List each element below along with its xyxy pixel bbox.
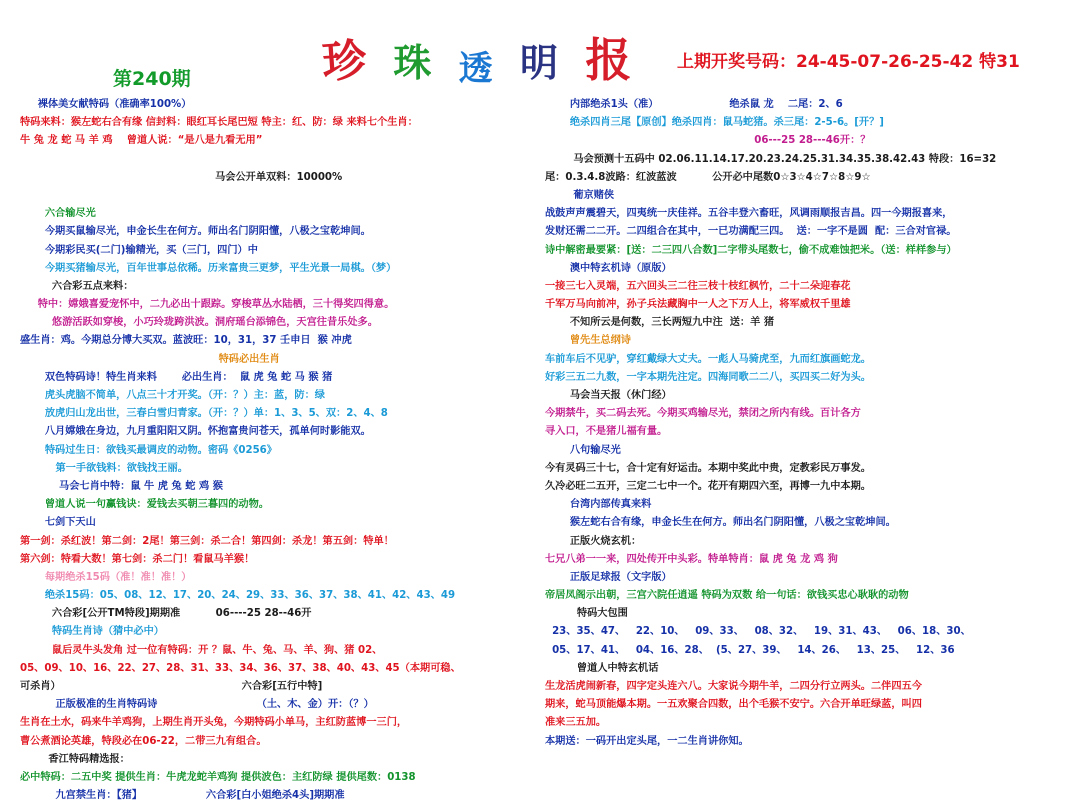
text-line: 正版火烧玄机： [545,535,642,547]
text-line: 曹公煮酒论英雄，特段必在06-22，二带三九有组合。 [20,735,267,747]
text-line: 生肖在土水，码来牛羊鸡狗，上期生肖开头兔，今期特码小单马，主红防蓝博一三门， [20,717,408,729]
text-line: 好彩三五二九数，一字本期先注定。四海同歌二二八，买四买二好为头。 [545,371,871,383]
text-line: 特码必出生肖 [20,353,280,365]
text-line: 鼠后灵牛头发角 过一位有特码：开 ？鼠、牛、兔、马、羊、狗、猪 02、 [20,644,383,656]
text-line: 生龙活虎闹新春，四字定头连六八。大家说今期牛羊，二四分行立两头。二伴四五今 [545,681,922,692]
text-line: 期来，蛇马顶能爆本期。一五欢聚合四数，出个毛猴不安宁。六合开单旺绿蓝，叫四 [545,699,922,711]
text-line [20,151,540,169]
text-line: 今期买猪输尽光，百年世事总依稀。历来富贵三更梦，平生光景一局棋。（梦） [20,262,397,274]
masthead-title [322,24,637,90]
text-line: 寻入口，不是猪儿福有量。 [545,426,668,438]
text-line: 一接三七入灵端，五六回头三二往三枝十枝红枫竹，二十二朵迎春花 [545,280,851,292]
text-line: 香江特码精选报： [20,753,130,765]
text-line: 澳中特玄机诗（原版） [545,262,672,274]
last-draw-numbers: 上期开奖号码：24-45-07-26-25-42 特31 [677,52,1020,72]
text-line: 05、17、41、 04、16、28、 (5、27、39、 14、26、 13、25、 12、36 [545,644,955,656]
text-line: 本期送：一码开出定头尾，一二生肖讲你知。 [545,735,749,747]
text-line: 必中特码：二五中奖 提供生肖：牛虎龙蛇羊鸡狗 提供波色：主红防绿 提供尾数：0138 [20,771,416,783]
text-line: 特码大包围 [545,608,628,620]
text-line: 今期买鼠输尽光，申金长生在何方。师出名门阴阳懂，八极之宝乾坤间。 [20,226,371,238]
text-line: 马会当天报（休门经） [545,390,672,401]
text-line: 第六剑：特看大数！第七剑：杀二门！看鼠马羊猴！ [20,553,255,565]
text-line: 车前车后不见驴，穿红戴绿大丈夫。一彪人马骑虎至，九而红旗画蛇龙。 [545,353,871,365]
text-line: 六合彩五点来料： [20,280,134,292]
text-line: 发财还需二二开。二四组合在其中，一已功满配三四。 送：一字不是圆 配：三合对官禄。 [545,226,957,238]
right-column [545,96,1055,751]
text-line: 八月嫦娥在身边，九月重阳阳又阴。怀抱富贵问苍天，孤单何时影能双。 [20,426,371,438]
title-char-2: 珠 [393,40,438,85]
text-line: 放虎归山龙出世，三春白雪归青家。（开：？）单：1、3、5、双：2、4、8 [20,408,388,420]
text-line: 特中：嫦娥喜爱宠怀中，二九必出十跟踪。穿梭草丛水陆栖，三十得奖四得意。 [20,299,395,311]
text-line: 九宫禁生肖：【猪】 六合彩[白小姐绝杀4头]期期准 [20,790,345,802]
text-line: 马会七肖中特：鼠 牛 虎 兔 蛇 鸡 猴 [20,480,223,492]
text-line: 今期彩民买(二门)输精光，买（三门，四门）中 [20,244,258,256]
text-line: 特码过生日：欲钱买最调皮的动物。密码《0256》 [20,444,277,456]
text-line: 葡京赌侠 [545,189,615,201]
text-line: 七剑下天山 [20,517,96,529]
text-line: 六合输尽光 [20,208,96,220]
text-line: 马会公开单双料：10000% [20,171,343,183]
left-column [20,96,540,805]
text-line: 绝杀15码：05、08、12、17、20、24、29、33、36、37、38、41、42、43、49 [20,590,456,602]
text-line: 马会预测十五码中 02.06.11.14.17.20.23.24.25.31.34.35.38.42.43 特段：16=32 [545,153,997,165]
text-line: 不知所云是何数，三长两短九中注 送：羊 猪 [545,317,775,329]
text-line: 可杀肖） 六合彩[五行中特] [20,681,323,692]
text-line: 七兄八弟一一来，四处传开中头彩。特单特肖：鼠 虎 兔 龙 鸡 狗 [545,553,838,565]
text-line: 23、35、47、 22、10、 09、33、 08、32、 19、31、43、 06、18、30、 [545,626,971,638]
text-line: 正版足球报（文字版） [545,571,672,583]
text-line: 06---25 28---46开：？ [545,135,871,147]
text-line: 第一手欲钱料：欲钱找王丽。 [20,462,188,474]
text-line: 双色特码诗！特生肖来料 必出生肖： 鼠 虎 兔 蛇 马 猴 猪 [20,371,333,383]
title-char-3: 透 [458,49,499,89]
text-line: 今有灵码三十七，合十定有好运击。本期中奖此中贵，定教彩民万事发。 [545,462,871,474]
text-line: 诗中解密最要紧：[送：二三四八合数]二字带头尾数七，偷不成难蚀把米。（送：样样参与） [545,244,957,256]
text-line: 虎头虎脑不简单，八点三十才开奖。（开：？）主：蓝，防：绿 [20,390,325,401]
text-line [20,187,540,205]
text-line: 每期绝杀15码（准！准！准！） [20,571,192,583]
text-line: 台湾内部传真来料 [545,499,652,511]
text-line: 准来三五加。 [545,717,607,729]
title-char-1: 珍 [320,34,375,89]
text-line: 盛生肖：鸡。今期总分博大买双。蓝波旺：10，31，37 壬申日 猴 冲虎 [20,335,352,347]
text-line: 曾道人中特玄机话 [545,662,659,674]
text-line: 正版极准的生肖特码诗 （土、木、金）开：（？） [20,699,374,711]
text-line: 今期禁牛，买二码去死。今期买鸡输尽光，禁闭之所内有线。百计各方 [545,408,861,420]
text-line: 悠游活跃如穿梭，小巧玲珑跨洪波。洞府瑶台添锦色，天宫往昔乐处多。 [20,317,378,329]
text-line: 八句输尽光 [545,444,621,456]
text-line: 曾道人说一句赢钱诀：爱钱去买朝三暮四的动物。 [20,499,269,511]
text-line: 绝杀四肖三尾【原创】绝杀四肖：鼠马蛇猪。杀三尾：2-5-6。[开？] [545,117,884,129]
title-char-5: 报 [585,33,638,87]
text-line: 牛 兔 龙 蛇 马 羊 鸡 曾道人说：“是八是九看无用” [20,135,263,147]
text-line: 第一剑：杀红波！第二剑：2尾！第三剑：杀二合！第四剑：杀龙！第五剑：特单！ [20,535,394,547]
text-line: 久冷必旺二五开，三定二七中一个。花开有期四六至，再博一九中本期。 [545,480,871,492]
text-line: 猴左蛇右合有缘，申金长生在何方。师出名门阴阳懂，八极之宝乾坤间。 [545,517,896,529]
text-line: 特码生肖诗（猜中必中） [20,626,164,638]
text-line: 千军万马向前冲，孙子兵法藏胸中一人之下万人上，将军威权千里雄 [545,299,851,311]
text-line: 帝居凤阁示出朝，三宫六院任逍遥 特码为双数 给一句话：欲钱买忠心耿耿的动物 [545,590,909,602]
text-line: 05、09、10、16、22、27、28、31、33、34、36、37、38、40、43、45（本期可稳、 [20,662,461,674]
text-line: 六合彩[公开TM特段]期期准 06----25 28--46开 [20,608,312,620]
issue-number: 第240期 [113,68,191,90]
text-line: 内部绝杀1头（准） 绝杀鼠 龙 二尾：2、6 [545,99,843,110]
title-char-4: 明 [520,40,565,85]
text-line: 尾：0.3.4.8波路：红波蓝波 公开必中尾数0☆3☆4☆7☆8☆9☆ [545,171,871,183]
text-line: 战鼓声声震碧天，四夷统一庆佳祥。五谷丰登六畜旺，风调雨顺报吉昌。四一今期报喜来， [545,208,953,220]
text-line: 曾先生总纲诗 [545,335,631,347]
text-line: 特码来料：猴左蛇右合有缘 信封料：眼红耳长尾巴短 特主：红、防：绿 来料七个生肖： [20,117,418,129]
text-line: 裸体美女献特码（准确率100%） [20,99,192,110]
